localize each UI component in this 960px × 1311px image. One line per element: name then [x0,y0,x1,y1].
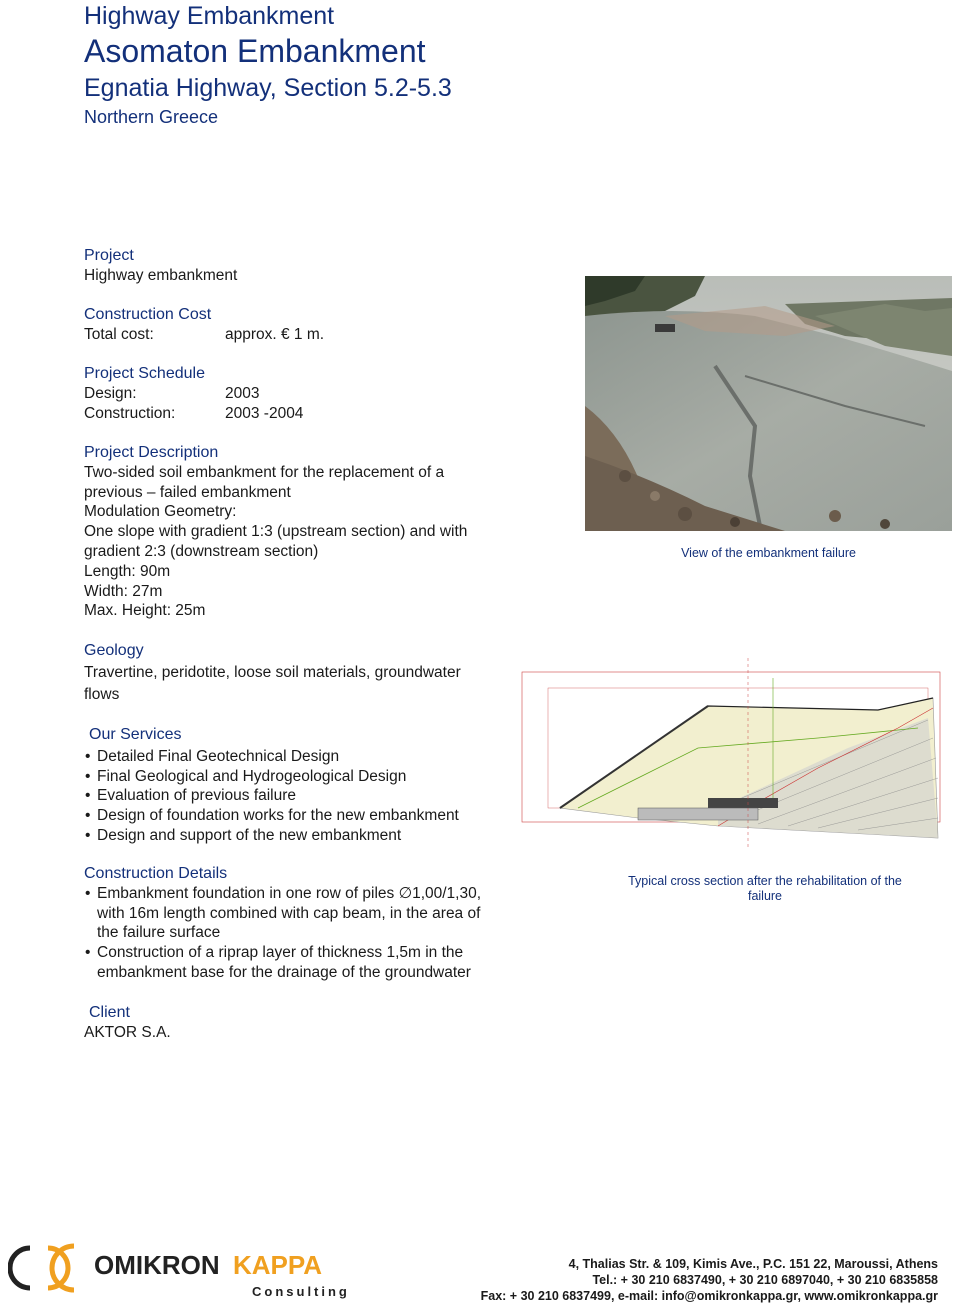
cost-value: approx. € 1 m. [225,325,325,343]
cost-row [84,325,504,345]
page-subtitle: Egnatia Highway, Section 5.2-5.3 [84,74,452,102]
logo-word-left: OMIKRON [94,1250,220,1280]
company-address [481,1256,938,1304]
description-line: Length: 90m [84,562,171,580]
cost-heading: Construction Cost [84,306,212,323]
schedule-heading: Project Schedule [84,365,205,382]
services-section [84,725,524,846]
geology-heading: Geology [84,642,144,659]
schedule-value: 2003 [225,384,260,402]
project-section [84,246,504,286]
company-logo [8,1238,360,1302]
geology-line: flows [84,686,120,703]
description-line: gradient 2:3 (downstream section) [84,542,319,560]
description-section [84,443,524,621]
description-line: One slope with gradient 1:3 (upstream section) and with [84,523,468,541]
schedule-section [84,364,504,423]
client-section [84,1003,504,1043]
description-line: Max. Height: 25m [84,602,206,620]
cross-section-graphic [518,658,960,858]
address-line: 4, Thalias Str. & 109, Kimis Ave., P.C. 151 22, Maroussi, Athens [568,1257,938,1271]
description-line: Modulation Geometry: [84,503,237,521]
project-heading: Project [84,247,134,264]
description-line: Two-sided soil embankment for the replacement of a [84,463,445,481]
schedule-row [84,404,504,424]
phone-line: Tel.: + 30 210 6837490, + 30 210 6897040, + 30 210 6835858 [592,1273,938,1287]
company-logo-graphic [8,1238,360,1302]
service-item: • Detailed Final Geotechnical Design [84,747,524,767]
cost-section [84,305,504,345]
services-list [84,747,524,846]
geology-line: Travertine, peridotite, loose soil materials, groundwater [84,664,461,681]
fax-email-line: Fax: + 30 210 6837499, e-mail: info@omikronkappa.gr, www.omikronkappa.gr [480,1289,938,1303]
cross-section-diagram [518,658,960,858]
photo-caption: View of the embankment failure [681,546,856,560]
page-title: Asomaton Embankment [84,33,426,69]
geology-section [84,640,524,706]
service-item: • Design of foundation works for the new embankment [84,806,524,826]
description-heading: Project Description [84,444,219,461]
embankment-photo-graphic [585,276,952,531]
description-line: previous – failed embankment [84,483,291,501]
detail-item: • Construction of a riprap layer of thickness 1,5m in the embankment base for the drainage of the groundwater [84,943,494,983]
detail-item: • Embankment foundation in one row of piles ∅1,00/1,30, with 16m length combined with cap beam, in the area of the failure surface [84,884,494,943]
services-heading: Our Services [89,726,182,743]
service-item: • Design and support of the new embankment [84,826,524,846]
region: Northern Greece [84,107,219,127]
category-title: Highway Embankment [84,2,335,30]
service-item: • Final Geological and Hydrogeological Design [84,767,524,787]
schedule-label: Design: [84,384,137,402]
details-section [84,864,494,983]
schedule-value: 2003 -2004 [225,404,304,422]
embankment-photo [585,276,952,531]
details-list [84,884,494,983]
logo-sub: Consulting [252,1284,350,1299]
schedule-label: Construction: [84,404,176,422]
client-value: AKTOR S.A. [84,1023,171,1041]
project-value: Highway embankment [84,266,238,284]
schedule-row [84,384,504,404]
client-heading: Client [89,1004,130,1021]
cost-label: Total cost: [84,325,154,343]
details-heading: Construction Details [84,865,228,882]
diagram-caption: Typical cross section after the rehabilitation of the failure [628,874,902,903]
service-item: • Evaluation of previous failure [84,786,524,806]
logo-word-right: KAPPA [233,1250,323,1280]
description-line: Width: 27m [84,582,163,600]
